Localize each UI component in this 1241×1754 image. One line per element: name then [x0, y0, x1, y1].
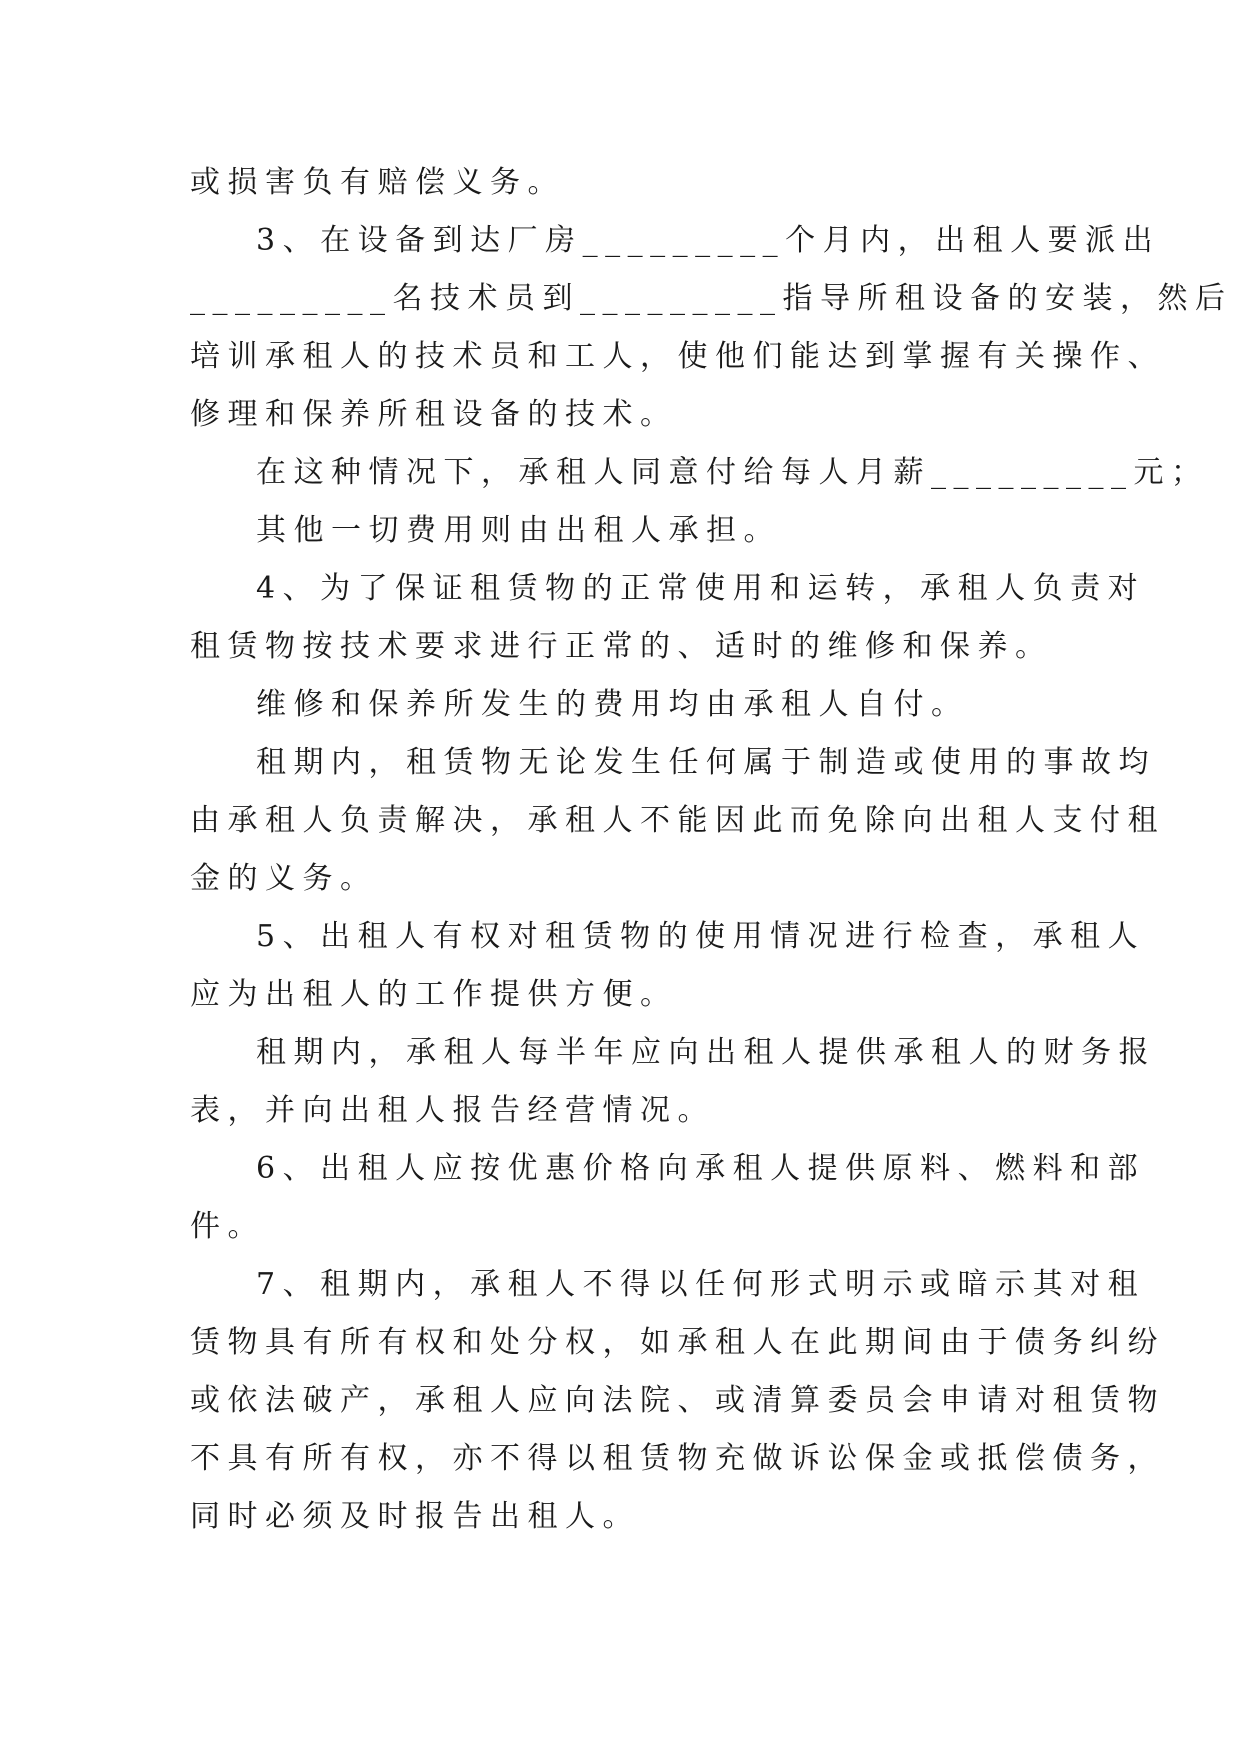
text-line: 同时必须及时报告出租人。 — [190, 1499, 640, 1534]
text-line: 维修和保养所发生的费用均由承租人自付。 — [256, 687, 969, 722]
text-line: 由承租人负责解决，承租人不能因此而免除向出租人支付租 — [190, 803, 1165, 838]
text-line: 不具有所有权，亦不得以租赁物充做诉讼保金或抵偿债务， — [190, 1441, 1165, 1476]
text-line: 5、出租人有权对租赁物的使用情况进行检查，承租人 — [256, 919, 1146, 954]
text-line: 在这种情况下，承租人同意付给每人月薪_________元； — [256, 455, 1209, 490]
text-line: 3、在设备到达厂房_________个月内，出租人要派出 — [256, 223, 1161, 258]
text-line: 表，并向出租人报告经营情况。 — [190, 1093, 715, 1128]
text-line: 6、出租人应按优惠价格向承租人提供原料、燃料和部 — [256, 1151, 1146, 1186]
text-line: 培训承租人的技术员和工人，使他们能达到掌握有关操作、 — [190, 339, 1165, 374]
text-line: 租期内，租赁物无论发生任何属于制造或使用的事故均 — [256, 745, 1156, 780]
text-line: 7、租期内，承租人不得以任何形式明示或暗示其对租 — [256, 1267, 1146, 1302]
text-line: 赁物具有所有权和处分权，如承租人在此期间由于债务纠纷 — [190, 1325, 1165, 1360]
text-line: 修理和保养所租设备的技术。 — [190, 397, 678, 432]
text-line: 4、为了保证租赁物的正常使用和运转，承租人负责对 — [256, 571, 1146, 606]
text-line: 或损害负有赔偿义务。 — [190, 165, 565, 200]
text-line: 应为出租人的工作提供方便。 — [190, 977, 678, 1012]
text-line: 租赁物按技术要求进行正常的、适时的维修和保养。 — [190, 629, 1053, 664]
text-line: _________名技术员到_________指导所租设备的安装，然后 — [190, 281, 1233, 316]
text-line: 或依法破产，承租人应向法院、或清算委员会申请对租赁物 — [190, 1383, 1165, 1418]
text-line: 件。 — [190, 1209, 265, 1244]
text-line: 其他一切费用则由出租人承担。 — [256, 513, 781, 548]
text-line: 租期内，承租人每半年应向出租人提供承租人的财务报 — [256, 1035, 1156, 1070]
text-line: 金的义务。 — [190, 861, 378, 896]
